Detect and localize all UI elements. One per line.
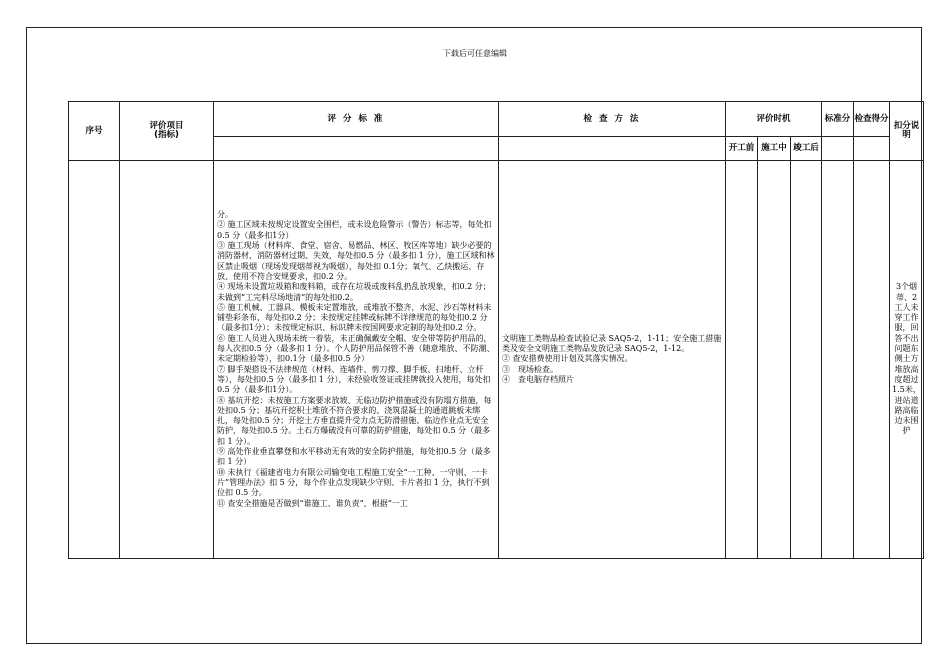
col-header-no: 序号: [69, 102, 120, 161]
cell-before-construction: [726, 161, 758, 559]
col-header-item-line2: (指标): [154, 130, 179, 140]
col-header-deduction-note: 扣分说明: [890, 102, 924, 161]
cell-standard-score: [822, 161, 854, 559]
subheader-during-construction: 施工中: [758, 137, 791, 161]
col-header-check-score: 检查得分: [854, 102, 890, 137]
method-line: ② 查安措费使用计划及其落实情况。: [502, 354, 633, 364]
subheader-empty-standard: [822, 137, 854, 161]
method-text: [499, 334, 725, 385]
criteria-line: ③ 施工现场（材料库、食堂、宿舍、易燃品、林区、牧区库等地）缺少必要的消防器材，消防器材过期、失效，每处扣0.5 分（最多扣 1 分），施工区域和林区禁止吸烟（现场发现烟蒂视为吸烟），每处扣 0.1分；氧气、乙炔搬运、存放、使用不符合安规要求，扣0.2 分。: [217, 241, 495, 281]
subheader-empty-check: [854, 137, 890, 161]
col-header-timing: 评价时机: [726, 102, 822, 137]
cell-item: [120, 161, 214, 559]
criteria-line: ⑦ 脚手架搭设不法律规范（材料、连墙件、剪刀撑、脚手板、扫地杆、立杆等），每处扣0.5 分（最多扣 1 分），未经验收签证或挂牌就投入使用，每处扣0.5 分（最多扣1分）。: [217, 364, 491, 395]
subheader-before-construction: 开工前: [726, 137, 758, 161]
method-line: ④ 查电脑存档照片: [502, 374, 574, 384]
col-header-standard-score: 标准分: [822, 102, 854, 137]
subheader-empty-method: [499, 137, 726, 161]
criteria-line: ⑤ 施工机械、工器具、模板未定置堆放，或堆放不整齐，水泥、沙石等材料未铺垫彩条布，每处扣0.2 分；未按规定挂牌或标牌不详律规范的每处扣0.2 分（最多扣1分）；未按规定标识、标识牌未按国网要求定制的每处扣0.2 分。: [217, 302, 492, 333]
criteria-line: ② 施工区域未按规定设置安全围栏，或未设危险警示（警告）标志等，每处扣0.5 分（最多扣1分）: [217, 220, 492, 240]
criteria-line: ⑥ 施工人员进入现场未统一着装，未正确佩戴安全帽、安全带等防护用品的，每人次扣0.5 分（最多扣 1 分）。个人防护用品保管不善（随意堆放、不防潮、未定期检验等），扣0.1分（最多扣0.5 分）: [217, 333, 495, 364]
cell-criteria: [214, 161, 499, 559]
method-line: ③ 现场检查。: [502, 364, 558, 374]
criteria-line: ⑧ 基坑开挖：未按施工方案要求放坡、无临边防护措施或没有防塌方措施，每处扣0.5 分；基坑开挖积土堆放不符合要求的、浇筑混凝土的通道跳板未绑扎，每处扣0.5 分；开挖土方垂直提升受力点无防滑措施、临边作业点无安全防护，每处扣0.5 分。土石方爆破没有可靠的防护措施，每处扣 0.5 分（最多扣 1 分）。: [217, 395, 492, 446]
criteria-line: ⑨ 高处作业垂直攀登和水平移动无有效的安全防护措施，每处扣0.5 分（最多扣 1 分）: [217, 447, 491, 467]
method-line: 文明施工类物品检查试验记录 SAQ5-2，1-11；安全施工措施类及安全文明施工类物品发放记录 SAQ5-2，1-12。: [502, 333, 722, 354]
deduction-note-text: 3个烟蒂、2工人未穿工作服，回答不出问题东侧土方堆放高度超过1.5米，进站道路高临边未围护: [892, 282, 921, 436]
criteria-line: ⑩ 未执行《福建省电力有限公司输变电工程施工安全“一工种、一守则、一卡片”管理办法》扣 5 分，每个作业点发现缺少守则、卡片者扣 1 分，执行不到位扣 0.5 分。: [217, 467, 490, 498]
cell-during-construction: [758, 161, 791, 559]
col-header-criteria: 评 分 标 准: [214, 102, 499, 137]
criteria-line: ④ 现场未设置垃圾箱和废料箱，或存在垃圾或废料乱扔乱放现象，扣0.2 分；未做到“工完料尽场地清”的每处扣0.2。: [217, 282, 491, 302]
cell-deduction-note: [890, 161, 924, 559]
criteria-line: 分。: [217, 210, 233, 220]
col-header-item: [120, 102, 214, 161]
header-note: 下载后可任意编辑: [443, 49, 507, 58]
subheader-empty-criteria: [214, 137, 499, 161]
col-header-item-line1: 评价项目: [149, 121, 184, 132]
cell-no: [69, 161, 120, 559]
cell-check-score: [854, 161, 890, 559]
cell-after-completion: [791, 161, 822, 559]
cell-method: [499, 161, 726, 559]
criteria-text: [214, 210, 498, 509]
subheader-after-completion: 竣工后: [791, 137, 822, 161]
col-header-method: 检 查 方 法: [499, 102, 726, 137]
criteria-line: ⑪ 查安全措施是否做到“谁施工、谁负责”，根据“一工: [217, 498, 408, 508]
evaluation-table: [68, 101, 924, 559]
